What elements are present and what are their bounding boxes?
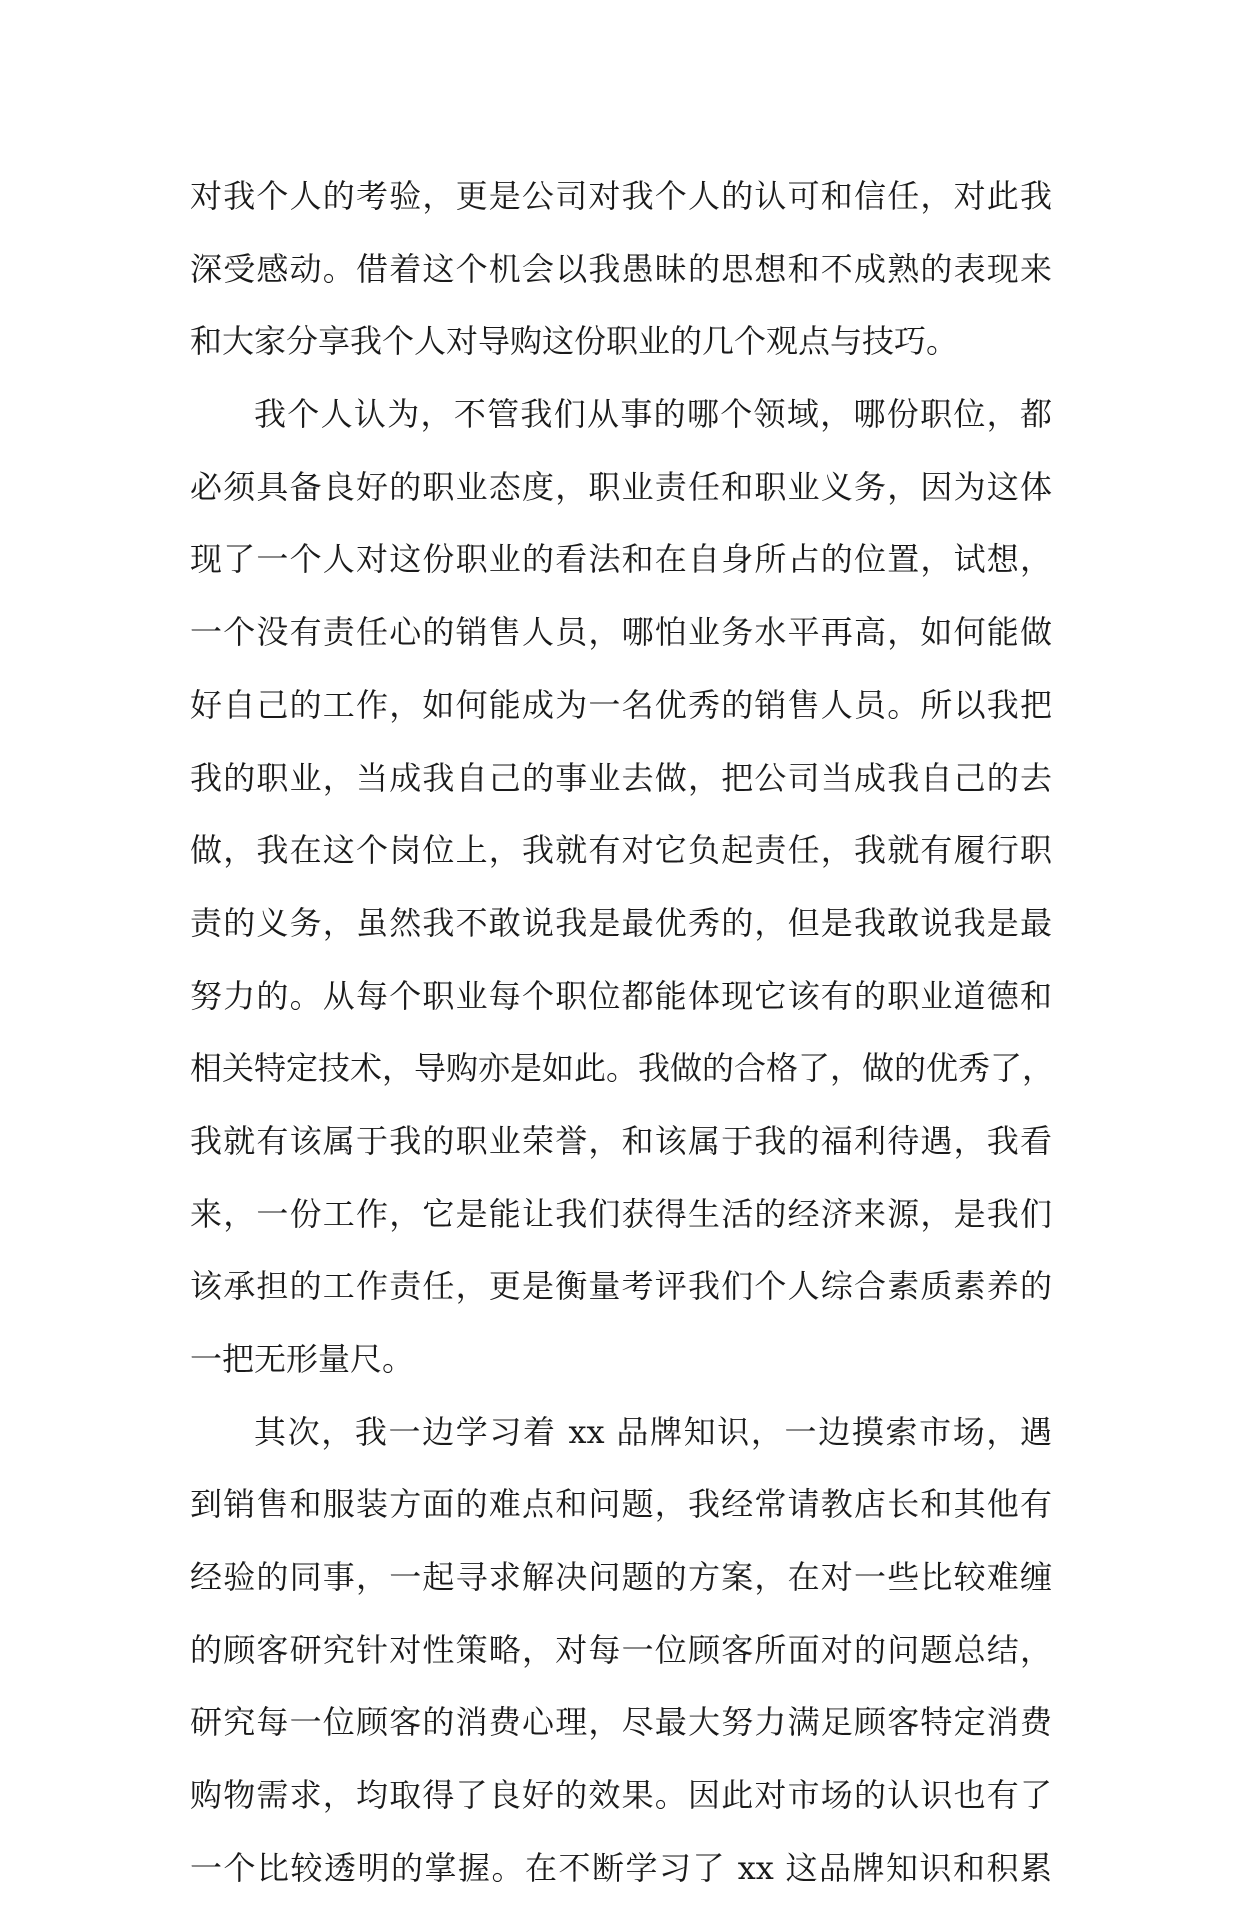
text-line: 到销售和服装方面的难点和问题，我经常请教店长和其他有 [190,1485,1052,1524]
text-line: 研究每一位顾客的消费心理，尽最大努力满足顾客特定消费 [190,1703,1052,1742]
text-line: 来，一份工作，它是能让我们获得生活的经济来源，是我们 [190,1194,1052,1233]
text-line: 相关特定技术，导购亦是如此。我做的合格了，做的优秀了， [190,1049,1055,1088]
text-line: 现了一个人对这份职业的看法和在自身所占的位置，试想， [190,540,1052,579]
paragraph [190,160,1052,378]
text-line: 购物需求，均取得了良好的效果。因此对市场的认识也有了 [190,1776,1052,1815]
paragraph [190,378,1055,1396]
text-line: 做，我在这个岗位上，我就有对它负起责任，我就有履行职 [190,831,1052,870]
text-line: 好自己的工作，如何能成为一名优秀的销售人员。所以我把 [190,685,1052,724]
text-line: 一个没有责任心的销售人员，哪怕业务水平再高，如何能做 [190,613,1052,652]
text-line: 一把无形量尺。 [190,1340,415,1378]
paragraph [190,1396,1052,1905]
text-line: 我个人认为，不管我们从事的哪个领域，哪份职位，都 [254,395,1052,434]
document-body [190,160,1055,1905]
text-line: 对我个人的考验，更是公司对我个人的认可和信任，对此我 [190,177,1052,215]
text-line: 的顾客研究针对性策略，对每一位顾客所面对的问题总结， [190,1630,1052,1669]
text-line: 我就有该属于我的职业荣誉，和该属于我的福利待遇，我看 [190,1121,1052,1160]
text-line: 深受感动。借着这个机会以我愚昧的思想和不成熟的表现来 [190,249,1052,288]
text-line: 我的职业，当成我自己的事业去做，把公司当成我自己的去 [190,758,1052,797]
text-line: 一个比较透明的掌握。在不断学习了 xx 这品牌知识和积累 [190,1848,1052,1887]
text-line: 其次，我一边学习着 xx 品牌知识，一边摸索市场，遇 [254,1412,1052,1451]
text-line: 责的义务，虽然我不敢说我是最优秀的，但是我敢说我是最 [190,903,1052,942]
text-line: 经验的同事，一起寻求解决问题的方案，在对一些比较难缠 [190,1558,1052,1597]
text-line: 和大家分享我个人对导购这份职业的几个观点与技巧。 [190,322,959,361]
text-line: 必须具备良好的职业态度，职业责任和职业义务，因为这体 [190,467,1052,506]
text-line: 努力的。从每个职业每个职位都能体现它该有的职业道德和 [190,976,1052,1015]
text-line: 该承担的工作责任，更是衡量考评我们个人综合素质素养的 [190,1267,1052,1306]
